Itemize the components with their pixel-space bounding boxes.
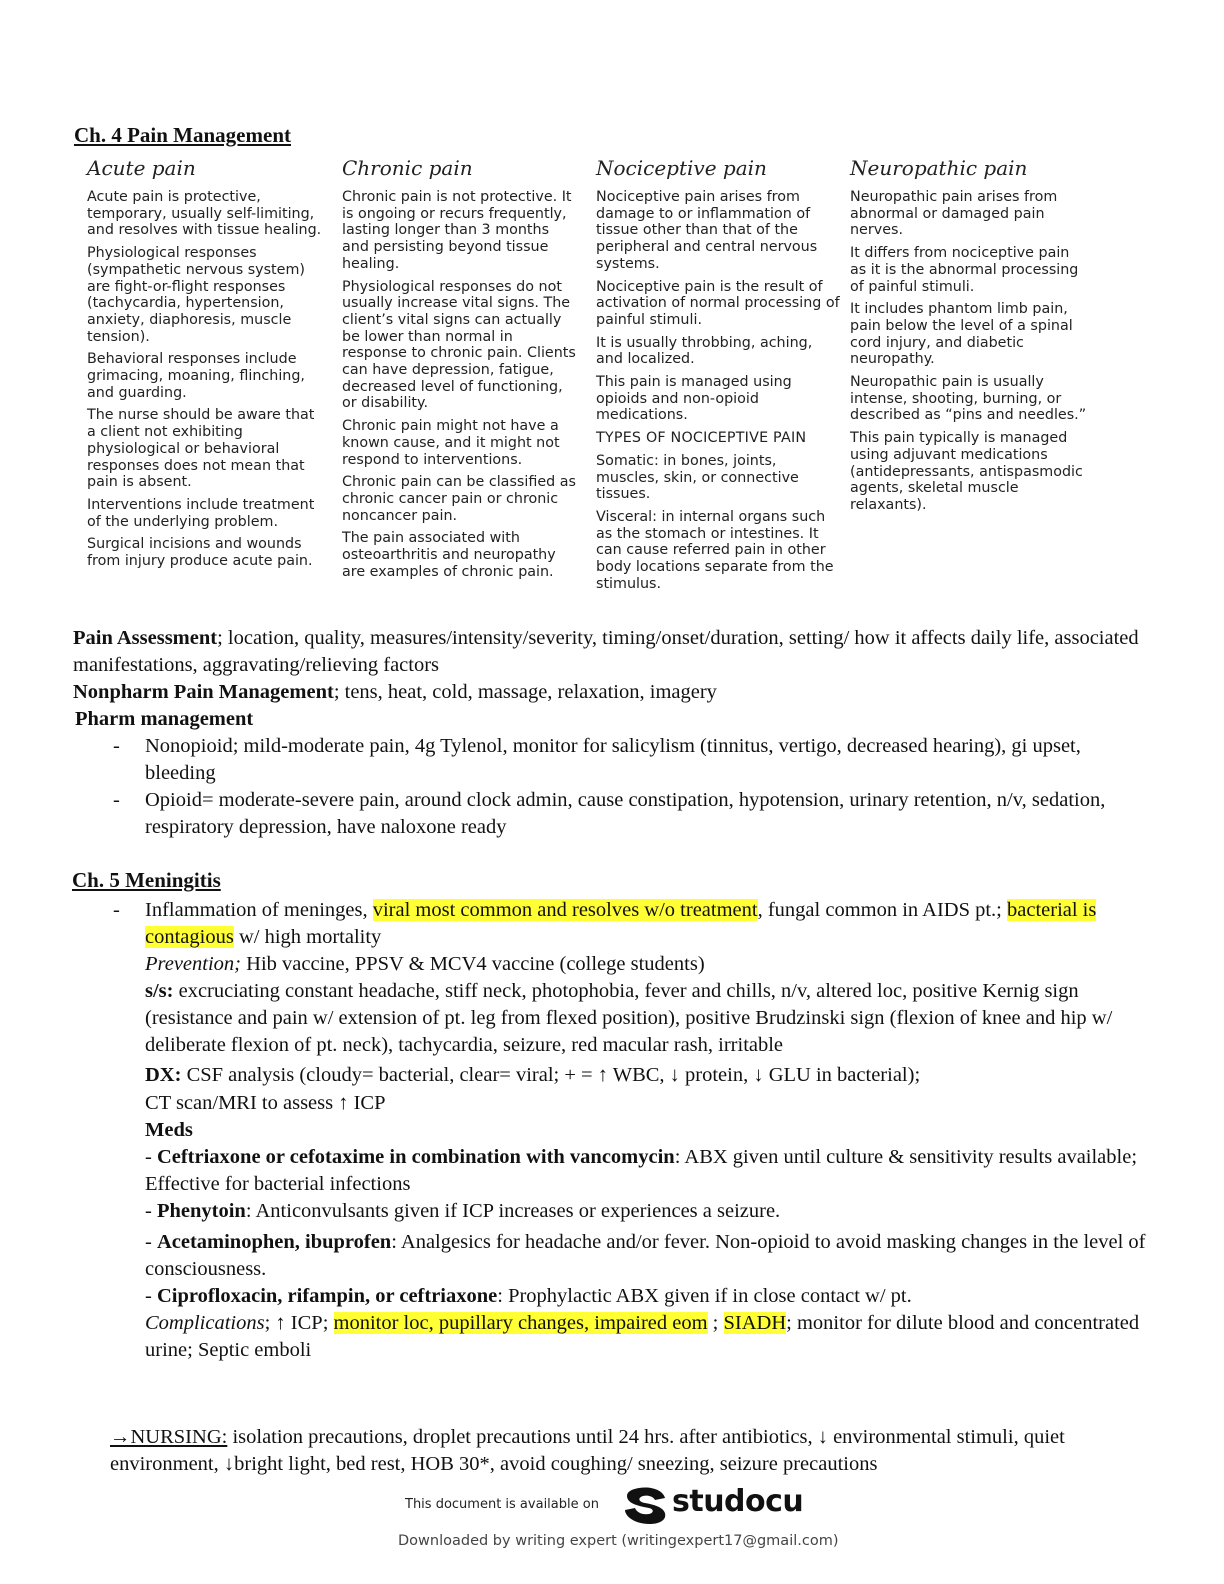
complications-paragraph (75, 1310, 1165, 1364)
chronic-pain-para: The pain associated with osteoarthritis and neuropathy are examples of chronic pain. (342, 530, 556, 580)
dx-line (75, 1062, 1165, 1089)
chronic-pain-para: Physiological responses do not usually increase vital signs. The client’s vital signs can actually be lower than normal in response to chronic pain. Clients can have depression, fatigue, decreased level of functioning, or disability. (342, 278, 576, 412)
nociceptive-types-subheading: TYPES OF NOCICEPTIVE PAIN (596, 430, 807, 447)
med-item (75, 1283, 1165, 1310)
footer-download-text: Downloaded by writing expert (writingexpert17@gmail.com) (398, 1533, 839, 1549)
prevention-text: Hib vaccine, PPSV & MCV4 vaccine (college students) (241, 953, 705, 975)
med-prefix: - (145, 1285, 157, 1307)
med-name: Ciprofloxacin, rifampin, or ceftriaxone (156, 1285, 498, 1307)
pain-assessment-text: ; location, quality, measures/intensity/severity, timing/onset/duration, setting/ how it affects daily life, associated manifestations, aggravating/relieving factors (73, 627, 1139, 676)
med-prefix: - (145, 1146, 157, 1168)
med-text: : ABX given until culture & sensitivity results available; Effective for bacterial infections (145, 1146, 1138, 1195)
dash-bullet: - (113, 899, 120, 921)
nonpharm-paragraph (73, 679, 1163, 706)
med-text: : Prophylactic ABX given if in close contact w/ pt. (497, 1285, 912, 1307)
pharm-management-heading: Pharm management (75, 708, 254, 730)
nociceptive-type-para: Somatic: in bones, joints, muscles, skin, or connective tissues. (596, 452, 799, 503)
list-item (75, 787, 1155, 841)
dx-label: DX: (145, 1064, 182, 1086)
med-item (75, 1229, 1165, 1283)
highlight-siadh: SIADH (723, 1312, 787, 1334)
intro-text: w/ high mortality (233, 926, 382, 948)
prevention-line (75, 951, 1165, 978)
meningitis-section (75, 897, 1165, 1364)
nociceptive-pain-column (596, 155, 842, 598)
nociceptive-pain-para: This pain is managed using opioids and non-opioid medications. (596, 374, 792, 424)
neuropathic-pain-para: This pain typically is managed using adjuvant medications (antidepressants, antispasmodic agents, skeletal muscle relaxants). (850, 430, 1083, 513)
pharm-item-text: Nonopioid; mild-moderate pain, 4g Tylenol, monitor for salicylism (tinnitus, vertigo, decreased hearing), gi upset, bleeding (145, 735, 1081, 784)
chronic-pain-column (342, 155, 578, 586)
med-name: Phenytoin (156, 1200, 246, 1222)
neuropathic-pain-para: It includes phantom limb pain, pain below the level of a spinal cord injury, and diabetic neuropathy. (850, 301, 1073, 368)
chronic-pain-para: Chronic pain can be classified as chronic cancer pain or chronic noncancer pain. (342, 474, 576, 524)
ss-label: s/s: (145, 980, 174, 1002)
nociceptive-pain-para: It is usually throbbing, aching, and localized. (596, 334, 813, 368)
acute-pain-para: Interventions include treatment of the underlying problem. (87, 496, 315, 530)
acute-pain-para: Physiological responses (sympathetic nervous system) are fight-or-flight responses (tachycardia, hypertension, anxiety, diaphoresis, muscle tension). (87, 245, 305, 345)
complications-label: Complications (145, 1312, 265, 1334)
med-text: : Analgesics for headache and/or fever. Non-opioid to avoid masking changes in the level of consciousness. (145, 1231, 1146, 1280)
nociceptive-pain-para: Nociceptive pain is the result of activation of normal processing of painful stimuli. (596, 278, 840, 328)
med-name: Ceftriaxone or cefotaxime in combination with vancomycin (156, 1146, 675, 1168)
complications-text: ; monitor for dilute blood and concentrated urine; Septic emboli (145, 1312, 1140, 1361)
nonpharm-label: Nonpharm Pain Management (73, 681, 334, 703)
nociceptive-pain-para: Nociceptive pain arises from damage to or inflammation of tissue other than that of the peripheral and central nervous systems. (596, 189, 818, 272)
acute-pain-para: Acute pain is protective, temporary, usually self-limiting, and resolves with tissue healing. (87, 189, 322, 239)
pain-assessment-paragraph (73, 625, 1163, 679)
highlight-viral: viral most common and resolves w/o treatment (372, 899, 758, 921)
neuropathic-pain-heading: Neuropathic pain (850, 156, 1028, 180)
neuropathic-pain-para: Neuropathic pain arises from abnormal or damaged pain nerves. (850, 189, 1058, 239)
nonpharm-text: ; tens, heat, cold, massage, relaxation, imagery (333, 681, 717, 703)
signs-symptoms-paragraph (75, 978, 1165, 1059)
dash-bullet: - (113, 735, 120, 757)
complications-text: ; (707, 1312, 724, 1334)
meds-heading: Meds (145, 1119, 193, 1141)
acute-pain-heading: Acute pain (87, 156, 196, 180)
prevention-label: Prevention; (145, 953, 242, 975)
ss-text: excruciating constant headache, stiff neck, photophobia, fever and chills, n/v, altered loc, positive Kernig sign (resistance and pain w/ extension of pt. leg from flexed position), positive Brudzinski sign (flexion of knee and hip w/ deliberate flexion of pt. neck), tachycardia, seizure, red macular rash, irritable (145, 980, 1113, 1056)
med-item (75, 1144, 1165, 1198)
dx-line-2: CT scan/MRI to assess ↑ ICP (145, 1092, 386, 1114)
highlight-bacterial: bacterial is contagious (145, 899, 1097, 948)
pain-assessment-label: Pain Assessment (73, 627, 218, 649)
nursing-label: →NURSING: (110, 1426, 228, 1448)
list-item (75, 897, 1165, 951)
nursing-paragraph (110, 1424, 1170, 1478)
complications-text: ; ↑ ICP; (264, 1312, 334, 1334)
studocu-brand[interactable]: studocu (672, 1484, 804, 1519)
pharm-item-text: Opioid= moderate-severe pain, around clock admin, cause constipation, hypotension, urinary retention, n/v, sedation, respiratory depression, have naloxone ready (145, 789, 1106, 838)
med-prefix: - (145, 1231, 157, 1253)
acute-pain-para: Behavioral responses include grimacing, moaning, flinching, and guarding. (87, 351, 305, 401)
acute-pain-para: Surgical incisions and wounds from injury produce acute pain. (87, 536, 313, 570)
med-item (75, 1198, 1165, 1225)
acute-pain-column (87, 155, 327, 576)
chronic-pain-para: Chronic pain is not protective. It is ongoing or recurs frequently, lasting longer than 3 months and persisting beyond tissue healing. (342, 189, 572, 272)
neuropathic-pain-column (850, 155, 1090, 520)
acute-pain-para: The nurse should be aware that a client not exhibiting physiological or behavioral responses does not mean that pain is absent. (87, 407, 315, 491)
med-name: Acetaminophen, ibuprofen (156, 1231, 392, 1253)
neuropathic-pain-para: It differs from nociceptive pain as it is the abnormal processing of painful stimuli. (850, 245, 1079, 295)
nociceptive-pain-heading: Nociceptive pain (596, 156, 767, 180)
list-item (75, 733, 1155, 787)
neuropathic-pain-para: Neuropathic pain is usually intense, shooting, burning, or described as “pins and needles.” (850, 374, 1087, 424)
footer-available-text: This document is available on (405, 1497, 599, 1512)
intro-text: Inflammation of meninges, (145, 899, 373, 921)
nursing-text: isolation precautions, droplet precautions until 24 hrs. after antibiotics, ↓ environmental stimuli, quiet environment, ↓bright light, bed rest, HOB 30*, avoid coughing/ sneezing, seizure precautions (110, 1426, 1065, 1475)
chapter-4-title: Ch. 4 Pain Management (74, 123, 291, 147)
dx-text: CSF analysis (cloudy= bacterial, clear= viral; + = ↑ WBC, ↓ protein, ↓ GLU in bacterial); (181, 1064, 921, 1086)
chronic-pain-heading: Chronic pain (342, 156, 473, 180)
highlight-monitor-loc: monitor loc, pupillary changes, impaired eom (333, 1312, 708, 1334)
dash-bullet: - (113, 789, 120, 811)
chronic-pain-para: Chronic pain might not have a known cause, and it might not respond to interventions. (342, 418, 560, 468)
med-text: : Anticonvulsants given if ICP increases or experiences a seizure. (245, 1200, 781, 1222)
intro-text: , fungal common in AIDS pt.; (757, 899, 1007, 921)
pharm-list (75, 733, 1155, 841)
nociceptive-type-para: Visceral: in internal organs such as the stomach or intestines. It can cause referred pain in other body locations separate from the stimulus. (596, 508, 834, 592)
chapter-5-title: Ch. 5 Meningitis (72, 868, 221, 892)
med-prefix: - (145, 1200, 157, 1222)
